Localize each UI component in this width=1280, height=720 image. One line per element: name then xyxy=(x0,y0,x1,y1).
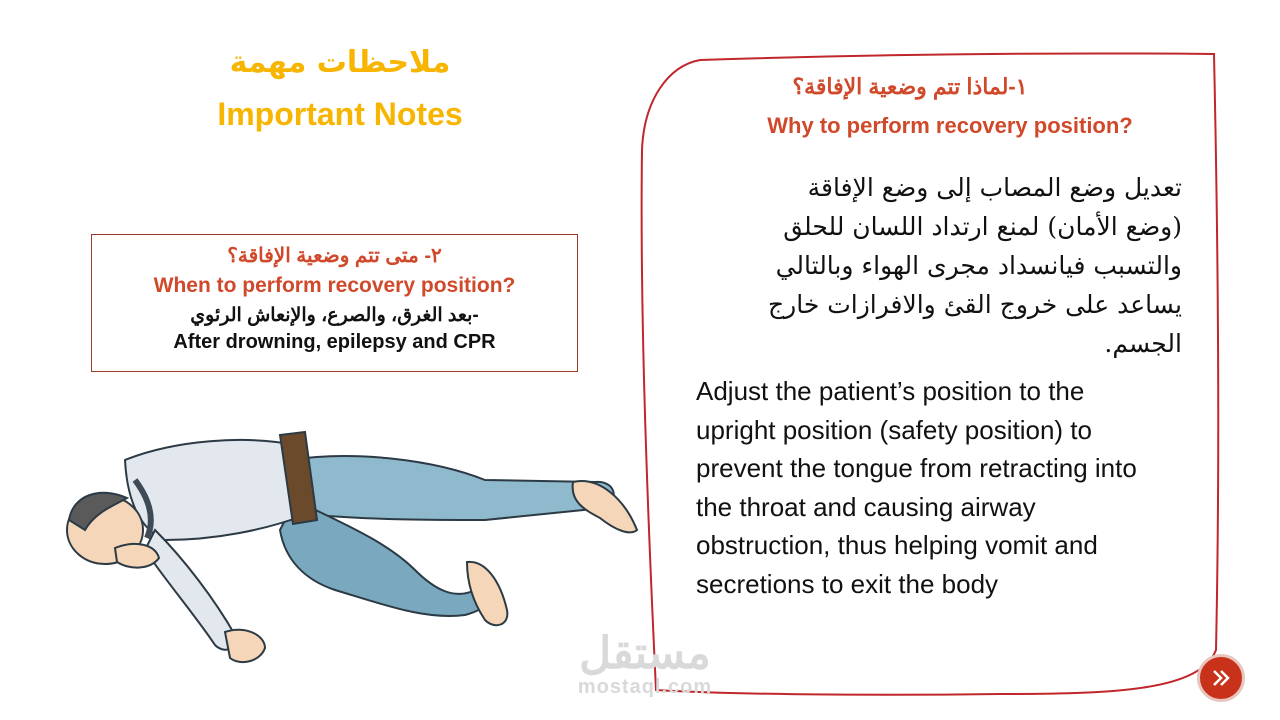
recovery-position-person-illustration xyxy=(55,420,645,680)
double-chevron-right-icon xyxy=(1208,665,1234,691)
why-heading-arabic: ١-لماذا تتم وضعية الإفاقة؟ xyxy=(792,74,1028,99)
when-body-arabic: -بعد الغرق، والصرع، والإنعاش الرئوي xyxy=(190,305,479,326)
title-english: Important Notes xyxy=(217,96,463,132)
why-body-arabic: تعديل وضع المصاب إلى وضع الإفاقة (وضع الأمان) لمنع ارتداد اللسان للحلق والتسبب فيانسداد مجرى الهواء وبالتالي يساعد على خروج القئ والافرازات خارج الجسم. xyxy=(768,173,1182,358)
mostaql-watermark xyxy=(560,629,730,699)
watermark-english: mostaql.com xyxy=(577,676,713,698)
watermark-arabic: مستقل xyxy=(579,629,711,678)
when-heading-english: When to perform recovery position? xyxy=(153,274,516,297)
why-body-english: Adjust the patient’s position to the upright position (safety position) to prevent the tongue from retracting into the throat and causing airway obstruction, thus helping vomit and secretions to exit the body xyxy=(696,376,1137,599)
next-slide-button[interactable] xyxy=(1197,654,1245,702)
why-heading-english: Why to perform recovery position? xyxy=(767,113,1133,138)
when-body-english: After drowning, epilepsy and CPR xyxy=(173,331,496,353)
title-arabic: ملاحظات مهمة xyxy=(229,45,451,80)
when-heading-arabic: ٢- متى تتم وضعية الإفاقة؟ xyxy=(227,245,442,267)
